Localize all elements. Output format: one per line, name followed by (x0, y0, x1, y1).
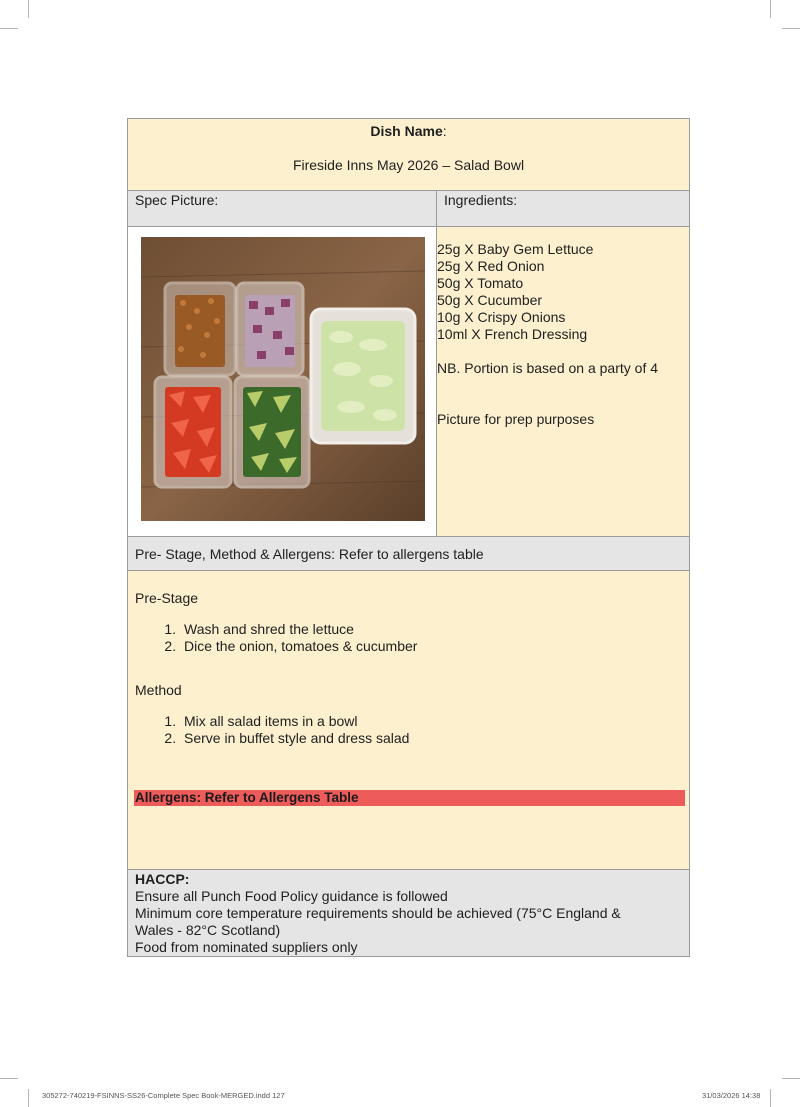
method-steps (180, 713, 689, 747)
crop-mark (770, 1089, 771, 1107)
ingredient-item: 25g X Red Onion (437, 258, 545, 274)
spec-picture-label: Spec Picture: (135, 192, 219, 208)
haccp-line: Ensure all Punch Food Policy guidance is followed (135, 888, 448, 904)
ingredient-item: 50g X Cucumber (437, 292, 543, 308)
haccp-label: HACCP: (135, 871, 190, 887)
crop-mark (28, 0, 29, 18)
pre-stage-label: Pre-Stage (135, 590, 199, 606)
method-cell (128, 571, 690, 870)
dish-title: Fireside Inns May 2026 – Salad Bowl (292, 157, 525, 173)
ingredient-item: 10g X Crispy Onions (437, 309, 566, 325)
haccp-block (128, 870, 689, 956)
pre-stage-header-text: Pre- Stage, Method & Allergens: Refer to allergens table (135, 546, 484, 562)
crop-mark (782, 28, 800, 29)
dish-name-label (128, 121, 689, 141)
ingredients-cell (437, 227, 690, 537)
crop-mark (770, 0, 771, 18)
spec-picture-cell (128, 227, 437, 537)
dish-name-label-colon: : (442, 123, 447, 139)
portion-note: NB. Portion is based on a party of 4 (437, 360, 659, 376)
picture-note: Picture for prep purposes (437, 411, 595, 427)
pre-stage-step: 1. Wash and shred the lettuce (180, 621, 689, 638)
pre-stage-steps (180, 621, 689, 655)
dish-name-cell (128, 119, 690, 191)
footer-file-slug: 305272-740219-FSINNS-SS26-Complete Spec Book-MERGED.indd 127 (42, 1091, 285, 1100)
method-row (128, 571, 690, 870)
ingredient-item: 50g X Tomato (437, 275, 524, 291)
haccp-row (128, 870, 690, 957)
dish-name-row (128, 119, 690, 191)
footer-date: 31/03/2026 14:38 (702, 1091, 761, 1100)
method-step: 1. Mix all salad items in a bowl (180, 713, 689, 730)
ingredient-item: 10ml X French Dressing (437, 326, 588, 342)
picture-ingredients-row (128, 227, 690, 537)
haccp-line: Wales - 82°C Scotland) (135, 922, 281, 938)
pre-stage-step: 2. Dice the onion, tomatoes & cucumber (180, 638, 689, 655)
crop-mark (0, 28, 18, 29)
salad-prep-photo (141, 237, 425, 521)
ingredients-label: Ingredients: (444, 192, 518, 208)
ingredients-list (437, 241, 689, 343)
pre-stage-header-row (128, 537, 690, 571)
spec-picture-header (128, 191, 437, 227)
pre-stage-header (128, 537, 690, 571)
method-label: Method (135, 682, 182, 698)
crop-mark (28, 1089, 29, 1107)
dish-name-label-text: Dish Name (370, 123, 443, 139)
crop-mark (0, 1078, 18, 1079)
allergens-bar: Allergens: Refer to Allergens Table (134, 790, 685, 806)
haccp-cell (128, 870, 690, 957)
spec-table (127, 118, 690, 957)
ingredient-item: 25g X Baby Gem Lettuce (437, 241, 594, 257)
haccp-line: Food from nominated suppliers only (135, 939, 358, 955)
haccp-line: Minimum core temperature requirements should be achieved (75°C England & (135, 905, 621, 921)
ingredients-header (437, 191, 690, 227)
method-step: 2. Serve in buffet style and dress salad (180, 730, 689, 747)
crop-mark (782, 1078, 800, 1079)
section-header-row (128, 191, 690, 227)
